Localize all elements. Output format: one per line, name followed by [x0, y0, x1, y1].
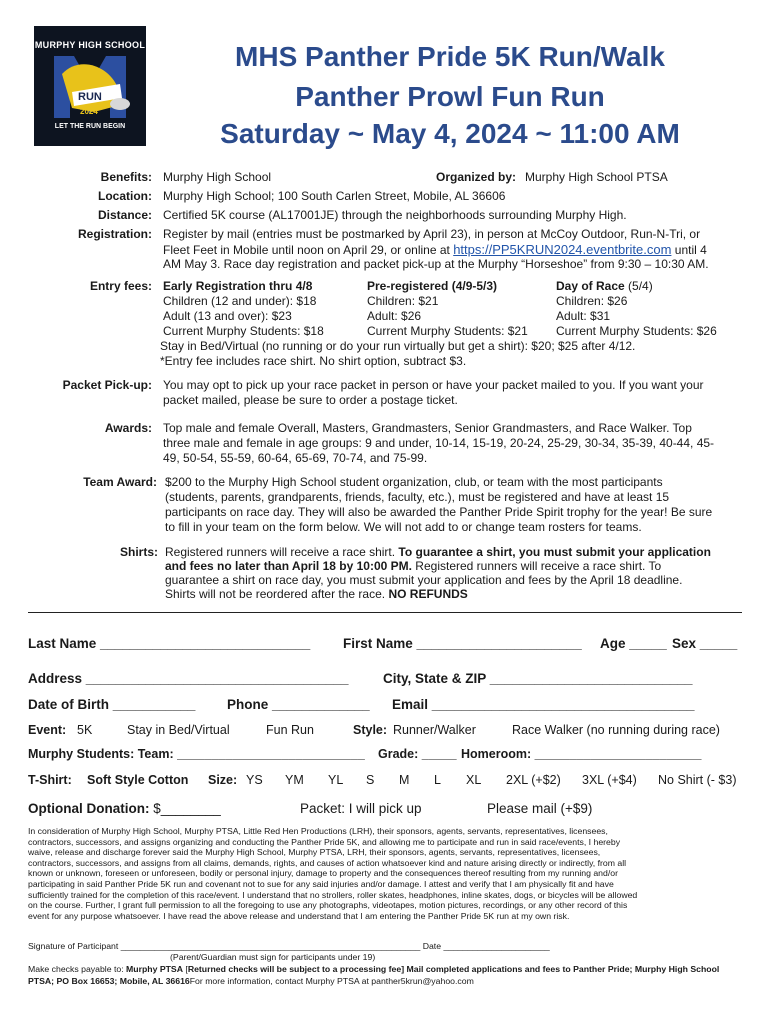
donation-field[interactable] [28, 801, 221, 816]
packet-option-mail[interactable]: Please mail (+$9) [487, 801, 593, 816]
awards-line-1: Top male and female Overall, Masters, Grandmasters, Senior Grandmasters, and Race Walker. Top [163, 421, 692, 435]
fee-row: Current Murphy Students: $18 [163, 324, 324, 338]
waiver-line: In consideration of Murphy High School, Murphy PTSA, Little Red Hen Productions (LRH), their sponsors, agents, servants, representatives, licensees, [28, 826, 608, 836]
packet-label: Packet Pick-up: [62, 378, 152, 392]
size-option-no-shirt[interactable]: No Shirt (- $3) [658, 773, 737, 787]
event-option-fun-run[interactable]: Fun Run [266, 723, 314, 737]
entry-fees-label: Entry fees: [89, 279, 152, 293]
packet-line-2: packet mailed, please be sure to order a postage ticket. [163, 393, 458, 407]
eventbrite-link[interactable]: https://PP5KRUN2024.eventbrite.com [453, 242, 672, 257]
benefits-value: Murphy High School [163, 170, 272, 184]
shirts-line-2 [165, 559, 661, 574]
shirts-line-4a: Shirts will not be reordered after the race. [165, 587, 389, 601]
phone-field[interactable]: Phone _____________ [227, 697, 370, 712]
fee-row: Current Murphy Students: $26 [556, 324, 717, 338]
packet-option-pickup[interactable]: Packet: I will pick up [300, 801, 422, 816]
registration-line-2-end: until 4 [674, 243, 707, 257]
age-field[interactable]: Age _____ [600, 636, 667, 651]
awards-label: Awards: [104, 421, 152, 435]
fee-row: Adult (13 and over): $23 [163, 309, 292, 323]
fee-column-race-day [556, 279, 717, 339]
checks-bold: High School PTSA; PO Box 16653; Mobile, AL 36616 [28, 964, 720, 986]
distance-label: Distance: [97, 208, 152, 222]
fee-column-heading: Pre-registered (4/9-5/3) [367, 279, 498, 293]
fee-row: Children (12 and under): $18 [163, 294, 317, 308]
waiver-line: sufficiently trained for the completion of this race/event. I understand that no strollers, roller skates, headphones, inline skates, dogs, or bicycles will be allowed [28, 889, 638, 900]
signature-field[interactable]: Signature of Participant ______________________________________________________________ Date ______________________ [28, 941, 550, 951]
fee-row: Adult: $26 [367, 309, 422, 323]
waiver-line: participating in said Panther Pride 5K run and covenant not to sue for any said injuries and/or damage. I attest and verify that I am physically fit and have [28, 878, 614, 889]
date-of-birth-field[interactable]: Date of Birth ___________ [28, 697, 196, 712]
checks-contact: For more information, contact Murphy PTSA at panther5krun@yahoo.com [189, 975, 474, 986]
guardian-note: (Parent/Guardian must sign for participants under 19) [170, 952, 376, 962]
fee-column-early [163, 279, 324, 339]
checks-payable-text [28, 964, 744, 987]
first-name-field[interactable]: First Name ______________________ [343, 636, 582, 651]
size-option-s[interactable]: S [366, 773, 375, 787]
registration-line-2 [163, 242, 707, 258]
team-line-2: (students, parents, grandparents, friends, faculty, etc.), must be registered and have at least 15 [165, 490, 670, 504]
tshirt-label: T-Shirt: [28, 773, 72, 787]
logo-tagline: LET THE RUN BEGIN [54, 123, 126, 130]
logo-year-text: 2024 [80, 107, 98, 116]
sex-field[interactable]: Sex _____ [672, 636, 738, 651]
size-option-yl[interactable]: YL [328, 773, 344, 787]
distance-value: Certified 5K course (AL17001JE) through the neighborhoods surrounding Murphy High. [163, 208, 627, 222]
waiver-line: event for any purpose whatsoever. I have read the above release and understand that I am entering the Panther Pride 5K run at my own risk. [28, 910, 570, 921]
divider-line [28, 612, 742, 613]
fee-note: *Entry fee includes race shirt. No shirt option, subtract $3. [160, 354, 467, 368]
fee-column-heading: Early Registration thru 4/8 [163, 279, 313, 293]
shirts-line-1a: Registered runners will receive a race shirt. [165, 545, 396, 559]
size-label: Size: [208, 773, 238, 787]
location-label: Location: [98, 189, 152, 203]
logo-run-text: RUN [78, 91, 102, 103]
size-option-l[interactable]: L [434, 773, 441, 787]
waiver-line: contractors, successors, and assigns from all claims, demands, rights, and causes of action whatsoever kind and nature arising directly or indirectly, from all [28, 857, 627, 868]
organizer-label: Organized by: [436, 170, 517, 184]
size-option-ym[interactable]: YM [285, 773, 304, 787]
donation-blank: $________ [149, 801, 221, 816]
fee-heading-bold: Day of Race [556, 279, 625, 293]
style-option-race-walker[interactable]: Race Walker (no running during race) [512, 723, 720, 737]
shirts-line-1 [165, 545, 711, 560]
benefits-label: Benefits: [100, 170, 152, 184]
registration-line-1: Register by mail (entries must be postmarked by April 23), in person at McCoy Outdoor, Run-N-Tri, or [163, 227, 701, 241]
organizer-value: Murphy High School PTSA [525, 170, 668, 184]
shirts-label: Shirts: [119, 545, 158, 559]
checks-bold: Murphy PTSA [126, 964, 183, 974]
no-refunds-text: NO REFUNDS [388, 587, 468, 601]
title-line-3: Saturday ~ May 4, 2024 ~ 11:00 AM [220, 118, 680, 149]
city-state-zip-field[interactable]: City, State & ZIP ___________________________ [383, 671, 693, 686]
size-option-3xl[interactable]: 3XL (+$4) [582, 773, 637, 787]
grade-field[interactable]: Grade: _____ [378, 747, 457, 761]
team-line-3: participants on race day. They will also be awarded the Panther Pride Spirit trophy for the year! Be sure [165, 505, 713, 519]
title-line-2: Panther Prowl Fun Run [295, 81, 605, 112]
size-option-xl[interactable]: XL [466, 773, 482, 787]
checks-bold: Returned checks will be subject to a processing fee] Mail completed applications and fees to [187, 964, 574, 974]
waiver-text [28, 826, 744, 921]
checks-bold: Panther Pride; Murphy [573, 964, 667, 974]
homeroom-field[interactable]: Homeroom: ________________________ [461, 747, 702, 761]
registration-label: Registration: [77, 227, 152, 241]
fee-row: Children: $26 [556, 294, 628, 308]
shirts-line-1b: To guarantee a shirt, you must submit your application [395, 545, 711, 559]
donation-label: Optional Donation: [28, 801, 150, 816]
fee-row: Adult: $31 [556, 309, 611, 323]
style-label: Style: [353, 723, 388, 737]
shirts-line-2b: Registered runners will receive a race shirt. To [411, 559, 662, 573]
size-option-2xl[interactable]: 2XL (+$2) [506, 773, 561, 787]
last-name-field[interactable]: Last Name ____________________________ [28, 636, 311, 651]
student-team-field[interactable]: Murphy Students: Team: ___________________________ [28, 747, 365, 761]
size-option-m[interactable]: M [399, 773, 410, 787]
registration-line-3: AM May 3. Race day registration and packet pick-up at the Murphy “Horseshoe” from 9:30 – 10:30 AM. [163, 257, 709, 271]
team-award-label: Team Award: [83, 475, 157, 489]
email-field[interactable]: Email ___________________________________ [392, 697, 695, 712]
title-line-1: MHS Panther Pride 5K Run/Walk [235, 41, 665, 72]
style-option-runner-walker[interactable]: Runner/Walker [393, 723, 476, 737]
event-option-virtual[interactable]: Stay in Bed/Virtual [127, 723, 230, 737]
checks-text: Make checks payable to: [28, 964, 127, 974]
fee-heading-sub: (5/4) [624, 279, 653, 293]
virtual-fee: Stay in Bed/Virtual (no running or do your run virtually but get a shirt): $20; $25 after 4/12. [160, 339, 636, 353]
registration-line-2-start: Fleet Feet in Mobile until noon on April 29, or online at [163, 243, 450, 257]
location-value: Murphy High School; 100 South Carlen Street, Mobile, AL 36606 [163, 189, 506, 203]
awards-line-3: 49, 50-54, 55-59, 60-64, 65-69, 70-74, and 75-99. [163, 451, 428, 465]
shirts-line-4 [165, 587, 468, 602]
awards-line-2: three male and female in age groups: 9 and under, 10-14, 15-19, 20-24, 25-29, 30-34, 35-39, 40-44, 45- [163, 436, 715, 450]
murphy-logo [34, 26, 146, 146]
event-label: Event: [28, 723, 67, 737]
packet-line-1: You may opt to pick up your race packet in person or have your packet mailed to you. If you want your [163, 378, 704, 392]
checks-text: [ [182, 964, 188, 974]
logo-school-text: MURPHY HIGH SCHOOL [34, 40, 146, 50]
waiver-line: on the course. Further, I grant full permission to all the foregoing to use any photographs, videotapes, motion pictures, recordings, or any other record of this [28, 900, 628, 911]
address-field[interactable]: Address ___________________________________ [28, 671, 349, 686]
shirts-line-3: guarantee a shirt on race day, you must submit your application and fees by the April 18 deadline. [165, 573, 683, 587]
waiver-line: waive, release and discharge forever said the Murphy High School, Murphy PTSA, LRH, their sponsors, agents, servants, representatives, licensees, [28, 847, 601, 858]
fee-row: Current Murphy Students: $21 [367, 324, 528, 338]
shirts-line-2a: and fees no later than April 18 by 10:00 PM. [165, 559, 412, 573]
fee-column-preregistered [367, 279, 528, 339]
fee-row: Children: $21 [367, 294, 439, 308]
waiver-line: known or unknown, foreseen or unforeseen, bodily or personal injury, damage to property and the consequences thereof resulting from my running and/or [28, 868, 618, 879]
size-option-ys[interactable]: YS [246, 773, 263, 787]
fee-column-heading [556, 279, 717, 294]
waiver-line: contractors, successors, and assigns organizing and conducting the Panther Pride 5K, and allowing me to participate and run in said race/events, I hereby [28, 836, 621, 847]
shirt-style: Soft Style Cotton [87, 773, 189, 787]
event-option-5k[interactable]: 5K [77, 723, 93, 737]
team-line-1: $200 to the Murphy High School student organization, club, or team with the most participants [165, 475, 663, 489]
team-line-4: to fill in your team on the form below. We will not add to or change team rosters for teams. [165, 520, 642, 534]
